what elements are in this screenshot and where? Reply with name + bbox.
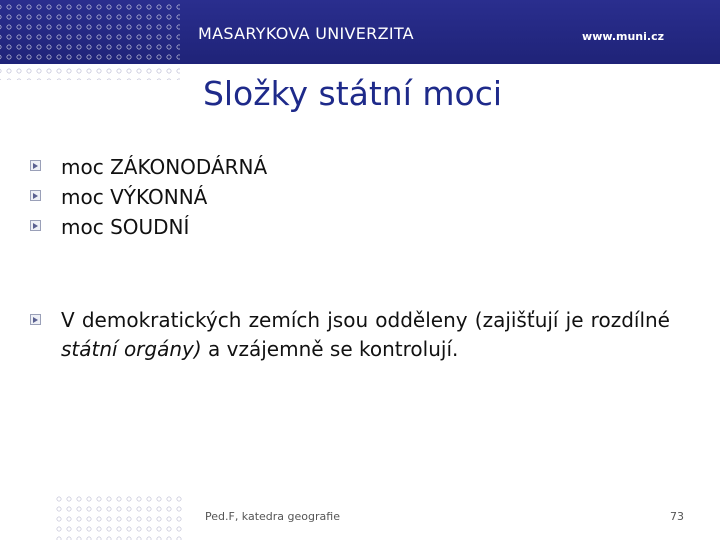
- bullet-list: [30, 152, 670, 364]
- bullet-text: moc ZÁKONODÁRNÁ: [61, 155, 268, 179]
- bullet-paragraph: [30, 306, 670, 364]
- bullet-item: [30, 182, 670, 212]
- bullet-item: [30, 152, 670, 182]
- footer-dot-grid-decoration: [54, 494, 184, 540]
- bullet-text: moc VÝKONNÁ: [61, 185, 208, 209]
- arrow-box-bullet-icon: [30, 220, 41, 231]
- arrow-box-bullet-icon: [30, 314, 41, 325]
- header-bar: [0, 0, 720, 64]
- paragraph-text-start: V demokratických zemích jsou odděleny (zajišťují je rozdílné: [61, 308, 670, 332]
- paragraph-emphasis: státní orgány): [61, 337, 202, 361]
- university-name: MASARYKOVA UNIVERZITA: [198, 24, 414, 43]
- bullet-item: [30, 212, 670, 242]
- slide-title: Složky státní moci: [202, 74, 503, 113]
- bullet-text: moc SOUDNÍ: [61, 215, 190, 239]
- paragraph-text-end: a vzájemně se kontrolují.: [201, 337, 459, 361]
- page-number: 73: [670, 510, 684, 523]
- university-url: www.muni.cz: [582, 30, 664, 43]
- footer-text: Ped.F, katedra geografie: [205, 510, 340, 523]
- arrow-box-bullet-icon: [30, 160, 41, 171]
- arrow-box-bullet-icon: [30, 190, 41, 201]
